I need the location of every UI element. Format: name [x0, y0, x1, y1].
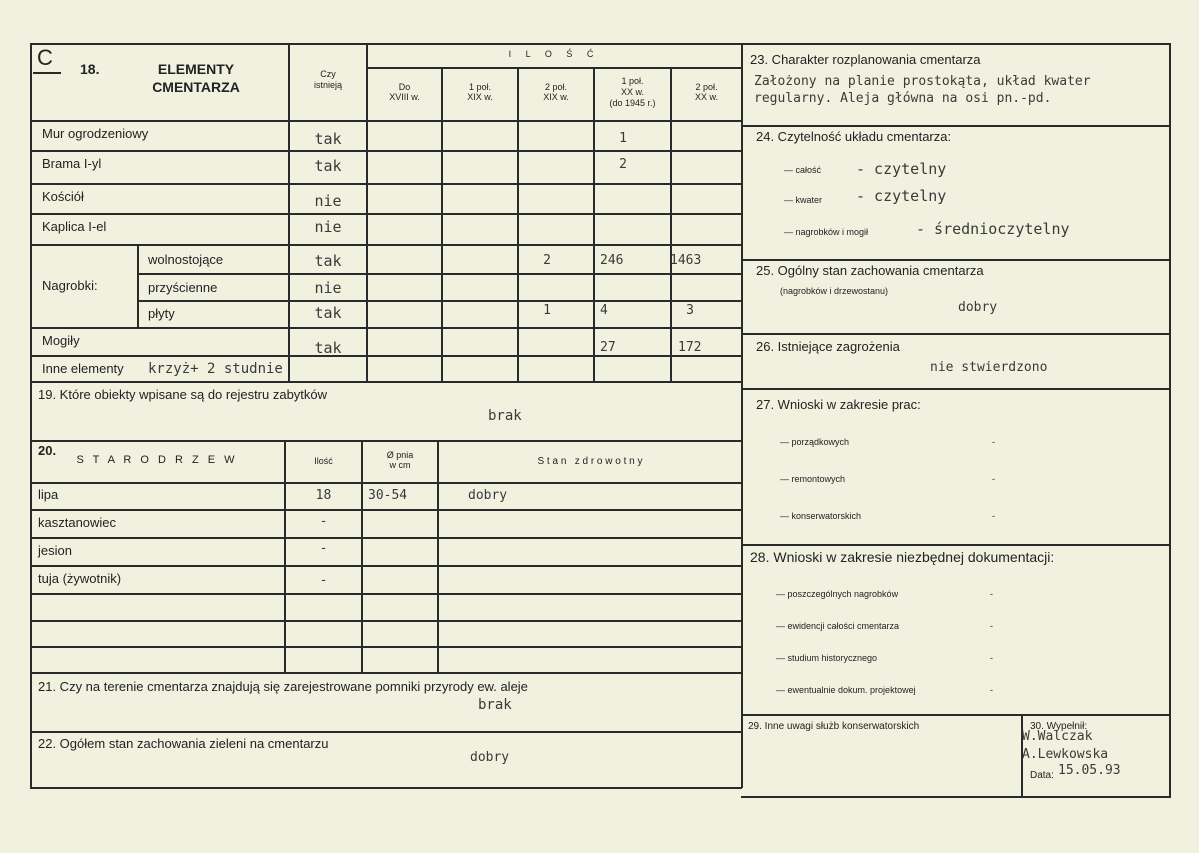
s20-number: 20.: [38, 443, 57, 458]
tree-count: -: [319, 514, 328, 529]
rule: [741, 388, 1171, 390]
rule: [30, 787, 742, 789]
rule: [741, 43, 743, 788]
count-value: 1463: [670, 253, 702, 268]
s30-date: 15.05.93: [1058, 763, 1121, 778]
czy-value: tak: [314, 304, 342, 322]
rule: [741, 259, 1171, 261]
rule: [741, 43, 1171, 45]
s23-line-1: Założony na planie prostokąta, układ kwater: [754, 74, 1091, 89]
rule: [30, 381, 742, 383]
s24-label: 24. Czytelność układu cmentarza:: [756, 129, 952, 144]
col-header-l2: XX w.: [694, 92, 718, 102]
rule: [30, 646, 742, 648]
tree-count: -: [319, 541, 328, 556]
s24-item-key: — całość: [784, 165, 822, 175]
rule: [30, 440, 742, 442]
count-value: 27: [600, 340, 616, 355]
s28-item-value: -: [990, 621, 993, 631]
row-label: przyścienne: [148, 280, 218, 295]
s24-item-value: - czytelny: [856, 187, 947, 205]
rule: [30, 43, 742, 45]
row-label: Kaplica I-el: [42, 219, 107, 234]
count-value: 4: [600, 303, 608, 318]
s24-item-value: - czytelny: [856, 160, 947, 178]
rule: [366, 67, 742, 69]
nagrobki-label: Nagrobki:: [42, 278, 98, 293]
rule: [741, 796, 1171, 798]
s27-item-key: — remontowych: [780, 474, 846, 484]
count-value: 1: [619, 131, 627, 146]
rule: [437, 440, 439, 672]
rule: [593, 68, 595, 381]
rule: [30, 509, 742, 511]
s20-title: S T A R O D R Z E W: [76, 454, 238, 466]
col-header-l1: 2 poł.: [695, 82, 718, 92]
s27-item-value: -: [992, 437, 995, 447]
rule: [137, 244, 139, 327]
rule: [30, 593, 742, 595]
rule: [741, 544, 1171, 546]
s20-ilosc-header: Ilość: [314, 456, 333, 466]
s28-item-key: — ewentualnie dokum. projektowej: [776, 685, 916, 695]
s27-item-value: -: [992, 474, 995, 484]
row-label: wolnostojące: [148, 252, 224, 267]
rule: [30, 565, 742, 567]
s20-stan-header: S t a n z d r o w o t n y: [537, 456, 643, 467]
row-label: Mogiły: [42, 333, 80, 348]
rule: [361, 440, 363, 672]
s18-title-2: CMENTARZA: [152, 79, 240, 95]
row-label: Brama I-yl: [42, 156, 102, 171]
col-header-l2: XIX w.: [467, 92, 493, 102]
rule: [30, 355, 742, 357]
count-value: 172: [678, 340, 702, 355]
row-label: Mur ogrodzeniowy: [42, 126, 149, 141]
s28-item-value: -: [990, 589, 993, 599]
tree-diameter: 30-54: [368, 488, 408, 503]
s25-label: 25. Ogólny stan zachowania cmentarza: [756, 263, 984, 278]
rule: [30, 213, 742, 215]
s27-item-value: -: [992, 511, 995, 521]
rule: [33, 72, 61, 74]
s27-label: 27. Wnioski w zakresie prac:: [756, 397, 921, 412]
czy-value: nie: [314, 279, 342, 297]
tree-count: -: [319, 573, 328, 588]
s20-pnia-header-1: Ø pnia: [386, 450, 414, 460]
s18-title-1: ELEMENTY: [157, 61, 235, 77]
s19-label: 19. Które obiekty wpisane są do rejestru zabytków: [38, 387, 328, 402]
czy-value: nie: [314, 218, 342, 236]
inne-value: krzyż+ 2 studnie: [148, 361, 283, 377]
section-letter: C: [37, 45, 53, 70]
count-value: 2: [543, 253, 551, 268]
rule: [741, 714, 1171, 716]
rule: [30, 183, 742, 185]
s28-item-key: — studium historycznego: [776, 653, 878, 663]
s21-value: brak: [478, 697, 512, 713]
s18-number: 18.: [80, 61, 100, 77]
rule: [30, 43, 32, 788]
tree-count: 18: [315, 488, 332, 503]
s18-czy-2: istnieją: [313, 80, 342, 90]
tree-name: kasztanowiec: [38, 515, 117, 530]
s30-name-2: A.Lewkowska: [1022, 747, 1109, 762]
row-label: płyty: [148, 306, 175, 321]
s28-item-value: -: [990, 653, 993, 663]
rule: [741, 125, 1171, 127]
s28-label: 28. Wnioski w zakresie niezbędnej dokumentacji:: [750, 549, 1055, 565]
s28-item-key: — ewidencji całości cmentarza: [776, 621, 900, 631]
col-header-l3: (do 1945 r.): [609, 98, 656, 108]
s25-value: dobry: [958, 300, 998, 315]
czy-value: tak: [314, 157, 342, 175]
rule: [138, 273, 742, 275]
rule: [30, 731, 742, 733]
s24-item-value: - średnioczytelny: [916, 220, 1070, 238]
s30-date-label: Data:: [1030, 770, 1054, 781]
czy-value: tak: [314, 130, 342, 148]
s24-item-key: — kwater: [784, 195, 823, 205]
s18-czy-1: Czy: [320, 69, 336, 79]
count-value: 3: [686, 303, 694, 318]
count-value: 1: [543, 303, 551, 318]
rule: [30, 672, 742, 674]
col-header-l2: XIX w.: [543, 92, 569, 102]
section-letter-box: [33, 45, 59, 71]
tree-name: tuja (żywotnik): [38, 571, 122, 586]
rule: [30, 327, 742, 329]
s25-sub: (nagrobków i drzewostanu): [780, 286, 889, 296]
tree-name: lipa: [38, 487, 59, 502]
s19-value: brak: [488, 408, 522, 424]
rule: [30, 620, 742, 622]
s27-item-key: — konserwatorskich: [780, 511, 862, 521]
czy-value: tak: [314, 252, 342, 270]
s27-item-key: — porządkowych: [780, 437, 850, 447]
s22-label: 22. Ogółem stan zachowania zieleni na cmentarzu: [38, 736, 329, 751]
rule: [30, 537, 742, 539]
rule: [517, 68, 519, 381]
s26-label: 26. Istniejące zagrożenia: [756, 339, 900, 354]
czy-value: nie: [314, 192, 342, 210]
s23-label: 23. Charakter rozplanowania cmentarza: [750, 52, 981, 67]
rule: [30, 150, 742, 152]
col-header-l2: XVIII w.: [389, 92, 420, 102]
inne-label: Inne elementy: [42, 361, 124, 376]
tree-health: dobry: [468, 488, 508, 503]
s18-ilosc: I L O Ś Ć: [508, 49, 600, 59]
row-label: Kościół: [42, 189, 84, 204]
count-value: 2: [619, 157, 627, 172]
count-value: 246: [600, 253, 624, 268]
rule: [288, 43, 290, 381]
s29-label: 29. Inne uwagi służb konserwatorskich: [748, 721, 920, 732]
s23-line-2: regularny. Aleja główna na osi pn.-pd.: [754, 91, 1052, 106]
s22-value: dobry: [470, 750, 510, 765]
rule: [741, 333, 1171, 335]
tree-name: jesion: [38, 543, 72, 558]
s24-item-key: — nagrobków i mogił: [784, 227, 869, 237]
col-header-l2: XX w.: [620, 87, 644, 97]
rule: [30, 120, 742, 122]
rule: [30, 482, 742, 484]
col-header-l1: 1 poł.: [621, 76, 644, 86]
s30-name-1: W.Walczak: [1022, 729, 1093, 744]
s21-label: 21. Czy na terenie cmentarza znajdują się zarejestrowane pomniki przyrody ew. aleje: [38, 679, 528, 694]
col-header-l1: 2 poł.: [544, 82, 568, 92]
rule: [441, 68, 443, 381]
col-header-l1: 1 poł.: [468, 82, 492, 92]
czy-value: tak: [314, 339, 342, 357]
s28-item-key: — poszczególnych nagrobków: [776, 589, 899, 599]
rule: [1169, 43, 1171, 797]
rule: [670, 68, 672, 381]
s28-item-value: -: [990, 685, 993, 695]
s20-pnia-header-2: w cm: [389, 460, 411, 470]
s30-label: 30. Wypełnił:: [1030, 721, 1088, 732]
s26-value: nie stwierdzono: [930, 360, 1048, 375]
col-header-l1: Do: [398, 82, 411, 92]
rule: [138, 300, 742, 302]
